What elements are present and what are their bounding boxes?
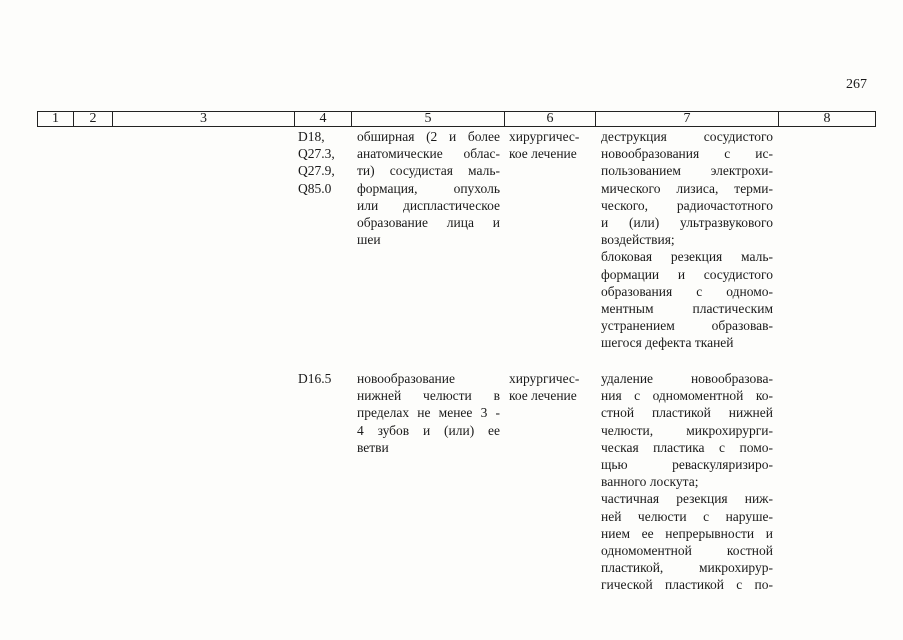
method-cell	[601, 128, 773, 352]
method-cell	[601, 370, 773, 594]
icd-code: D16.5	[298, 371, 332, 386]
header-col-2: 2	[73, 111, 113, 127]
header-col-1: 1	[37, 111, 74, 127]
description-line: ветви	[357, 439, 389, 455]
icd-codes-cell	[298, 128, 350, 197]
description-line: анатомические облас-	[357, 146, 500, 162]
description-line: шеи	[357, 232, 381, 248]
method-line: устранением образовав-	[601, 318, 773, 334]
header-col-7: 7	[595, 111, 779, 127]
method-line: блоковая резекция маль-	[601, 249, 773, 265]
method-line: щью реваскуляризиро-	[601, 457, 773, 473]
method-line: частичная резекция ниж-	[601, 491, 773, 507]
method-line: удаление новообразова-	[601, 371, 773, 386]
header-col-6: 6	[504, 111, 596, 127]
description-cell	[357, 370, 500, 456]
method-line: нием ее непрерывности и	[601, 525, 773, 541]
description-line: или диспластическое	[357, 197, 500, 213]
header-col-5: 5	[351, 111, 505, 127]
icd-code: Q27.9,	[298, 163, 335, 179]
treatment-cell	[509, 128, 593, 162]
treatment-cell	[509, 370, 593, 404]
method-line: ментным пластическим	[601, 301, 773, 317]
header-col-4: 4	[294, 111, 352, 127]
header-col-8: 8	[778, 111, 876, 127]
method-line: ней челюсти с наруше-	[601, 508, 773, 524]
method-line: челюсти, микрохирурги-	[601, 422, 773, 438]
description-line: новообразование	[357, 371, 456, 386]
icd-code: Q27.3,	[298, 146, 335, 162]
description-line: обширная (2 и более	[357, 129, 500, 144]
description-line: формация, опухоль	[357, 180, 500, 196]
method-line: ческая пластика с помо-	[601, 439, 773, 455]
page-number: 267	[846, 77, 867, 92]
treatment-line: кое лечение	[509, 388, 577, 404]
treatment-line: хирургичес-	[509, 129, 580, 144]
header-col-3: 3	[112, 111, 295, 127]
method-line: пользованием электрохи-	[601, 163, 773, 179]
description-cell	[357, 128, 500, 248]
method-line: гической пластикой с по-	[601, 577, 773, 593]
method-line: ванного лоскута;	[601, 474, 699, 490]
method-line: шегося дефекта тканей	[601, 335, 734, 351]
description-line: ти) сосудистая маль-	[357, 163, 500, 179]
method-line: деструкция сосудистого	[601, 129, 773, 144]
method-line: воздействия;	[601, 232, 675, 248]
method-line: и (или) ультразвукового	[601, 215, 773, 231]
method-line: новообразования с ис-	[601, 146, 773, 162]
treatment-line: кое лечение	[509, 146, 577, 162]
description-line: образование лица и	[357, 215, 500, 231]
method-line: пластикой, микрохирур-	[601, 560, 773, 576]
icd-codes-cell	[298, 370, 350, 387]
method-line: мического лизиса, терми-	[601, 180, 773, 196]
description-line: пределах не менее 3 -	[357, 405, 500, 421]
description-line: 4 зубов и (или) ее	[357, 422, 500, 438]
method-line: образования с одномо-	[601, 283, 773, 299]
icd-code: D18,	[298, 129, 325, 144]
method-line: ния с одномоментной ко-	[601, 388, 773, 404]
method-line: одномоментной костной	[601, 543, 773, 559]
method-line: ческого, радиочастотного	[601, 197, 773, 213]
description-line: нижней челюсти в	[357, 388, 500, 404]
icd-code: Q85.0	[298, 180, 332, 196]
method-line: стной пластикой нижней	[601, 405, 773, 421]
treatment-line: хирургичес-	[509, 371, 580, 386]
method-line: формации и сосудистого	[601, 266, 773, 282]
